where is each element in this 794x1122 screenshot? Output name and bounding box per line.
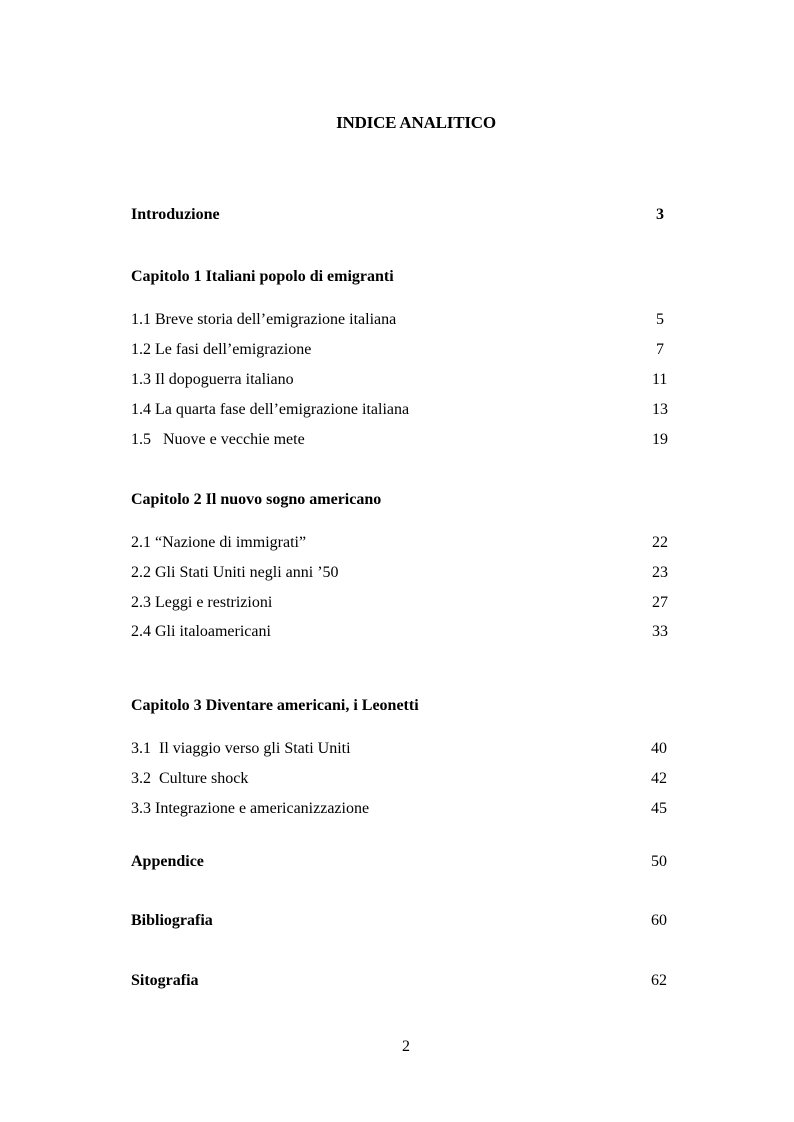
toc-entry-label: 3.3 Integrazione e americanizzazione xyxy=(131,800,370,817)
chapter-heading-label: Capitolo 1 Italiani popolo di emigranti xyxy=(131,268,394,285)
toc-entry-label: 1.1 Breve storia dell’emigrazione italiana xyxy=(131,311,397,328)
toc-entry-label: 2.1 “Nazione di immigrati” xyxy=(131,534,307,551)
toc-entry-page: 45 xyxy=(651,800,667,817)
toc-entry-label: 1.5 Nuove e vecchie mete xyxy=(131,431,305,448)
toc-entry[interactable] xyxy=(131,768,794,790)
toc-entry[interactable] xyxy=(131,738,794,760)
toc-entry[interactable] xyxy=(131,592,794,614)
page-title: INDICE ANALITICO xyxy=(336,113,496,132)
toc-entry[interactable] xyxy=(131,399,794,421)
toc-entry[interactable] xyxy=(131,621,794,643)
chapter-heading-2[interactable] xyxy=(131,489,794,511)
toc-entry-page: 22 xyxy=(652,534,668,551)
toc-entry-bibliografia[interactable] xyxy=(131,910,794,932)
toc-entry-page: 19 xyxy=(652,431,668,448)
chapter-heading-3[interactable] xyxy=(131,695,794,717)
toc-entry-page: 7 xyxy=(656,341,664,358)
toc-entry-label: 2.2 Gli Stati Uniti negli anni ’50 xyxy=(131,564,339,581)
toc-entry-page: 23 xyxy=(652,564,668,581)
toc-entry-page: 40 xyxy=(651,740,667,757)
toc-entry-label: 1.3 Il dopoguerra italiano xyxy=(131,371,294,388)
chapter-heading-1[interactable] xyxy=(131,266,794,288)
toc-entry-page: 33 xyxy=(652,623,668,640)
toc-entry-label: Bibliografia xyxy=(131,912,213,929)
toc-entry-page: 13 xyxy=(652,401,668,418)
toc-entry-label: 2.4 Gli italoamericani xyxy=(131,623,271,640)
toc-entry-label: 3.1 Il viaggio verso gli Stati Uniti xyxy=(131,740,351,757)
page-number: 2 xyxy=(402,1038,410,1055)
toc-entry-label: 2.3 Leggi e restrizioni xyxy=(131,594,273,611)
toc-entry-page: 42 xyxy=(651,770,667,787)
toc-entry[interactable] xyxy=(131,429,794,451)
toc-entry-page: 5 xyxy=(656,311,664,328)
toc-entry-introduzione[interactable] xyxy=(131,204,794,226)
toc-entry-page: 62 xyxy=(651,972,667,989)
toc-entry-label: Appendice xyxy=(131,853,204,870)
toc-entry-page: 60 xyxy=(651,912,667,929)
chapter-heading-label: Capitolo 3 Diventare americani, i Leonetti xyxy=(131,697,419,714)
chapter-heading-label: Capitolo 2 Il nuovo sogno americano xyxy=(131,491,382,508)
toc-entry[interactable] xyxy=(131,309,794,331)
toc-entry[interactable] xyxy=(131,562,794,584)
toc-entry-label: Sitografia xyxy=(131,972,199,989)
toc-entry-page: 3 xyxy=(656,206,664,223)
toc-entry-label: 1.4 La quarta fase dell’emigrazione italiana xyxy=(131,401,410,418)
toc-entry-label: Introduzione xyxy=(131,206,220,223)
toc-entry-label: 3.2 Culture shock xyxy=(131,770,249,787)
toc-entry[interactable] xyxy=(131,369,794,391)
toc-entry-sitografia[interactable] xyxy=(131,970,794,992)
toc-entry-appendice[interactable] xyxy=(131,851,794,873)
toc-entry[interactable] xyxy=(131,532,794,554)
toc-entry[interactable] xyxy=(131,798,794,820)
toc-entry-label: 1.2 Le fasi dell’emigrazione xyxy=(131,341,312,358)
toc-entry-page: 11 xyxy=(652,371,668,388)
toc-entry-page: 50 xyxy=(651,853,667,870)
toc-entry[interactable] xyxy=(131,339,794,361)
toc-entry-page: 27 xyxy=(652,594,668,611)
